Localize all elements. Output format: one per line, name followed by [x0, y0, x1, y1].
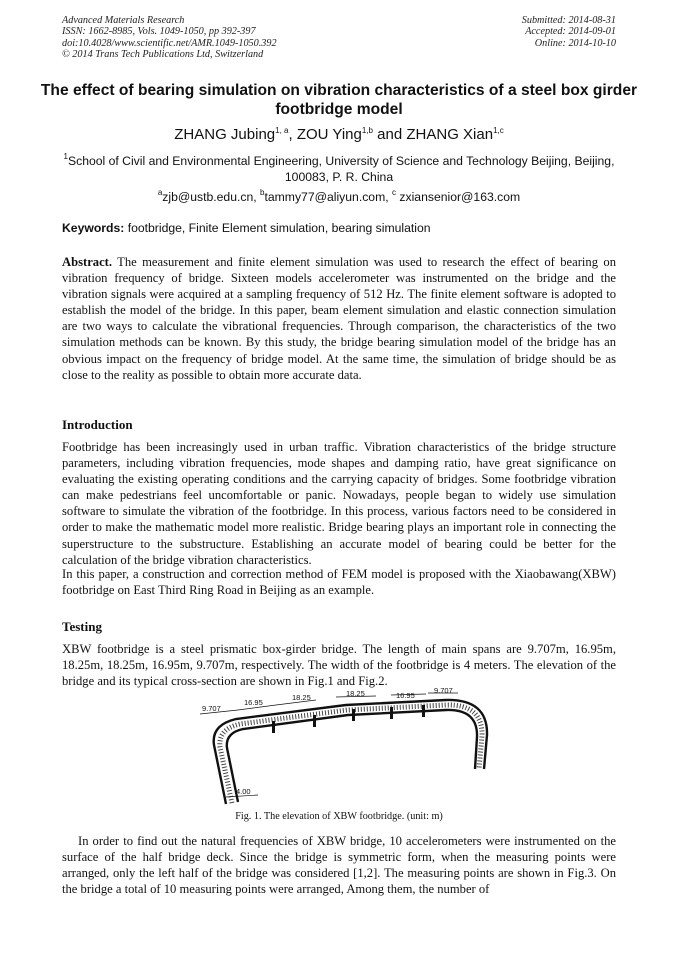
introduction-paragraph: In this paper, a construction and correction method of FEM model is proposed with the Xiaobawang(XBW) footbridge on East Third Ring Road in Beijing as an example. — [62, 567, 616, 598]
author-affil-sup: 1,b — [361, 126, 373, 135]
submitted-date: Submitted: 2014-08-31 — [521, 15, 616, 26]
email-link[interactable]: zjb@ustb.edu.cn, — [162, 190, 261, 204]
author-emails: $^a$zjb@ustb.edu.cn, $^b$tammy77@aliyun.com, $^c$ zxiansenior@163.com — [157, 188, 521, 204]
section-heading-introduction: Introduction — [62, 417, 133, 432]
author-affil-sup: 1, a — [275, 126, 289, 135]
section-heading-testing: Testing — [62, 619, 102, 634]
dimension-label: 9.707 — [202, 704, 221, 713]
online-date: Online: 2014-10-10 — [534, 37, 616, 49]
author-list: ZHANG Jubing$^{1, a}$, ZOU Ying$^{1,b}$ and ZHANG Xian$^{1,c}$ — [174, 126, 504, 143]
email-link[interactable]: tammy77@aliyun.com, — [264, 190, 393, 204]
keywords-text: footbridge, Finite Element simulation, bearing simulation — [124, 221, 431, 235]
pier — [313, 715, 316, 727]
dimension-label: 18.25 — [346, 689, 365, 698]
girder-inner-edge — [227, 710, 477, 802]
email-link[interactable]: zxiansenior@163.com — [396, 190, 521, 204]
pier — [390, 707, 393, 719]
keywords — [62, 220, 616, 236]
introduction-paragraph: Footbridge has been increasingly used in urban traffic. Vibration characteristics of the bridge structure parameters, including vibration frequencies, mode shapes and damping ratio, have great significance on evaluating the existing operating conditions and the carrying capacity of bridges. Some footbridge vibration can make pedestrians feel uncomfortable or panic. Nowadays, people began to widely use simulation software to simulate the vibration of the footbridge. In this process, various factors need to be considered in order to make the mathematic model more realistic. Bridge bearing plays an important role in connecting the superstructure to the substructure. Establishing an accurate model of bearing could be better for the calculation of the bridge vibration characteristics. — [62, 440, 616, 567]
pier — [422, 705, 425, 717]
author-affil-sup: 1,c — [493, 126, 504, 135]
issn-line: ISSN: 1662-8985, Vols. 1049-1050, pp 392-397 — [62, 26, 256, 38]
accepted-date: Accepted: 2014-09-01 — [525, 26, 616, 38]
author-name: ZOU Ying — [296, 126, 362, 143]
dimension-label: 16.95 — [244, 698, 263, 707]
bridge-elevation-drawing — [196, 685, 496, 809]
keywords-label: Keywords: — [62, 221, 125, 235]
paper-title: The effect of bearing simulation on vibration characteristics of a steel box girder footbridge model — [40, 82, 638, 118]
author-name: ZHANG Xian — [406, 126, 494, 143]
dimension-label: 4.00 — [236, 787, 251, 796]
figure-1-caption: Fig. 1. The elevation of XBW footbridge. (unit: m) — [235, 811, 443, 822]
testing-paragraph: XBW footbridge is a steel prismatic box-girder bridge. The length of main spans are 9.707m, 16.95m, 18.25m, 18.25m, 16.95m, 9.707m, respectively. The width of the footbridge is 4 meters. The elevation of the bridge and its typical cross-section are shown in Fig.1 and Fig.2. — [62, 642, 616, 689]
header-left — [62, 15, 277, 61]
abstract-text: The measurement and finite element simulation was used to research the effect of bearing on vibration frequency of bridge. Sixteen models accelerometer was instrumented on the bridge and the vibration signals were acquired at a sampling frequency of 512 Hz. The finite element software is adopted to establish the model of the bridge. In this paper, beam element simulation and elastic connection simulation are two ways to calculate the vibrational frequencies. Through comparison, the characteristics of the two simulation methods can be known. By this study, the bridge bearing simulation model of the bridge has an obvious impact on the frequency of bridge model. At the same time, the simulation of bridge should be as close to the reality as possible to obtain more accurate data. — [62, 255, 616, 382]
figure-1-bridge-elevation — [196, 685, 496, 809]
dimension-label: 16.95 — [396, 691, 415, 700]
copyright-line: © 2014 Trans Tech Publications Ltd, Switzerland — [62, 49, 264, 61]
deck-hatching — [220, 705, 482, 803]
affiliation: $^1$School of Civil and Environmental Engineering, University of Science and Technology Beijing, Beijing, 100083, P. R. China — [63, 152, 615, 184]
abstract — [62, 254, 616, 383]
author-name: ZHANG Jubing — [174, 126, 276, 143]
pier — [272, 721, 275, 733]
header-right — [522, 15, 616, 49]
testing-paragraph: In order to find out the natural frequencies of XBW bridge, 10 accelerometers were instrumented on the surface of the half bridge deck. Since the bridge is symmetric form, when the measuring points were arranged, only the left half of the bridge was considered [1,2]. The measuring points are shown in Fig.3. On the bridge a total of 10 measuring points were arranged, Among them, the number of — [62, 834, 616, 897]
journal-name: Advanced Materials Research — [62, 15, 185, 26]
dimension-label: 18.25 — [292, 693, 311, 702]
doi-line: doi:10.4028/www.scientific.net/AMR.1049-1050.392 — [62, 37, 277, 49]
pier — [352, 709, 355, 721]
dimension-label: 9.707 — [434, 686, 453, 695]
abstract-label: Abstract. — [62, 255, 113, 269]
